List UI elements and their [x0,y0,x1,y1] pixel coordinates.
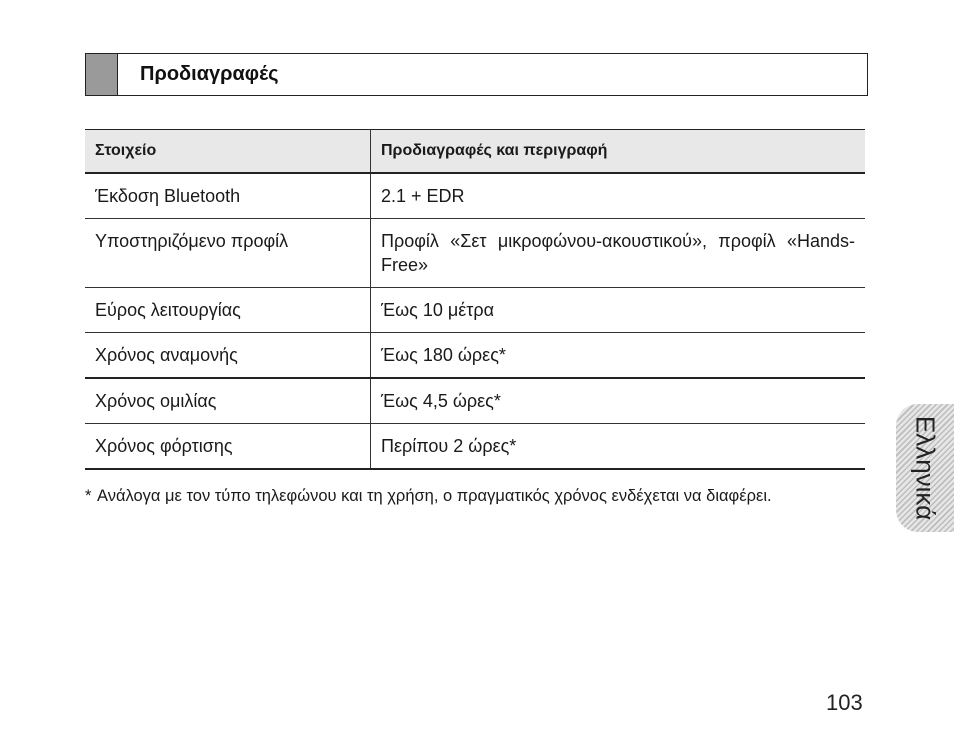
row-label: Χρόνος φόρτισης [85,424,371,470]
footnote-mark: * [85,487,92,505]
language-side-tab [896,404,954,532]
footnote-text: Ανάλογα με τον τύπο τηλεφώνου και τη χρήση, ο πραγματικός χρόνος ενδέχεται να διαφέρει. [97,487,772,505]
page-number: 103 [826,690,863,715]
table-row [85,333,865,379]
table-row [85,219,865,288]
section-marker [86,54,118,95]
column-header-item: Στοιχείο [85,130,371,174]
table-row [85,424,865,470]
row-value: Έως 4,5 ώρες* [371,378,866,424]
section-title: Προδιαγραφές [140,63,279,85]
table-row [85,173,865,219]
column-header-specification: Προδιαγραφές και περιγραφή [371,130,866,174]
row-value: Περίπου 2 ώρες* [371,424,866,470]
row-label: Εύρος λειτουργίας [85,288,371,333]
specifications-table [85,129,865,470]
row-label: Χρόνος αναμονής [85,333,371,379]
row-label: Χρόνος ομιλίας [85,378,371,424]
row-value: Προφίλ «Σετ μικροφώνου-ακουστικού», προφίλ «Hands-Free» [371,219,866,288]
section-header [85,53,868,96]
row-value: 2.1 + EDR [371,173,866,219]
language-tab-label: Ελληνικά [910,415,941,521]
row-value: Έως 180 ώρες* [371,333,866,379]
row-label: Έκδοση Bluetooth [85,173,371,219]
row-label: Υποστηριζόμενο προφίλ [85,219,371,288]
footnote [85,484,868,508]
row-value: Έως 10 μέτρα [371,288,866,333]
table-header-row [85,130,865,174]
table-row [85,288,865,333]
table-row [85,378,865,424]
